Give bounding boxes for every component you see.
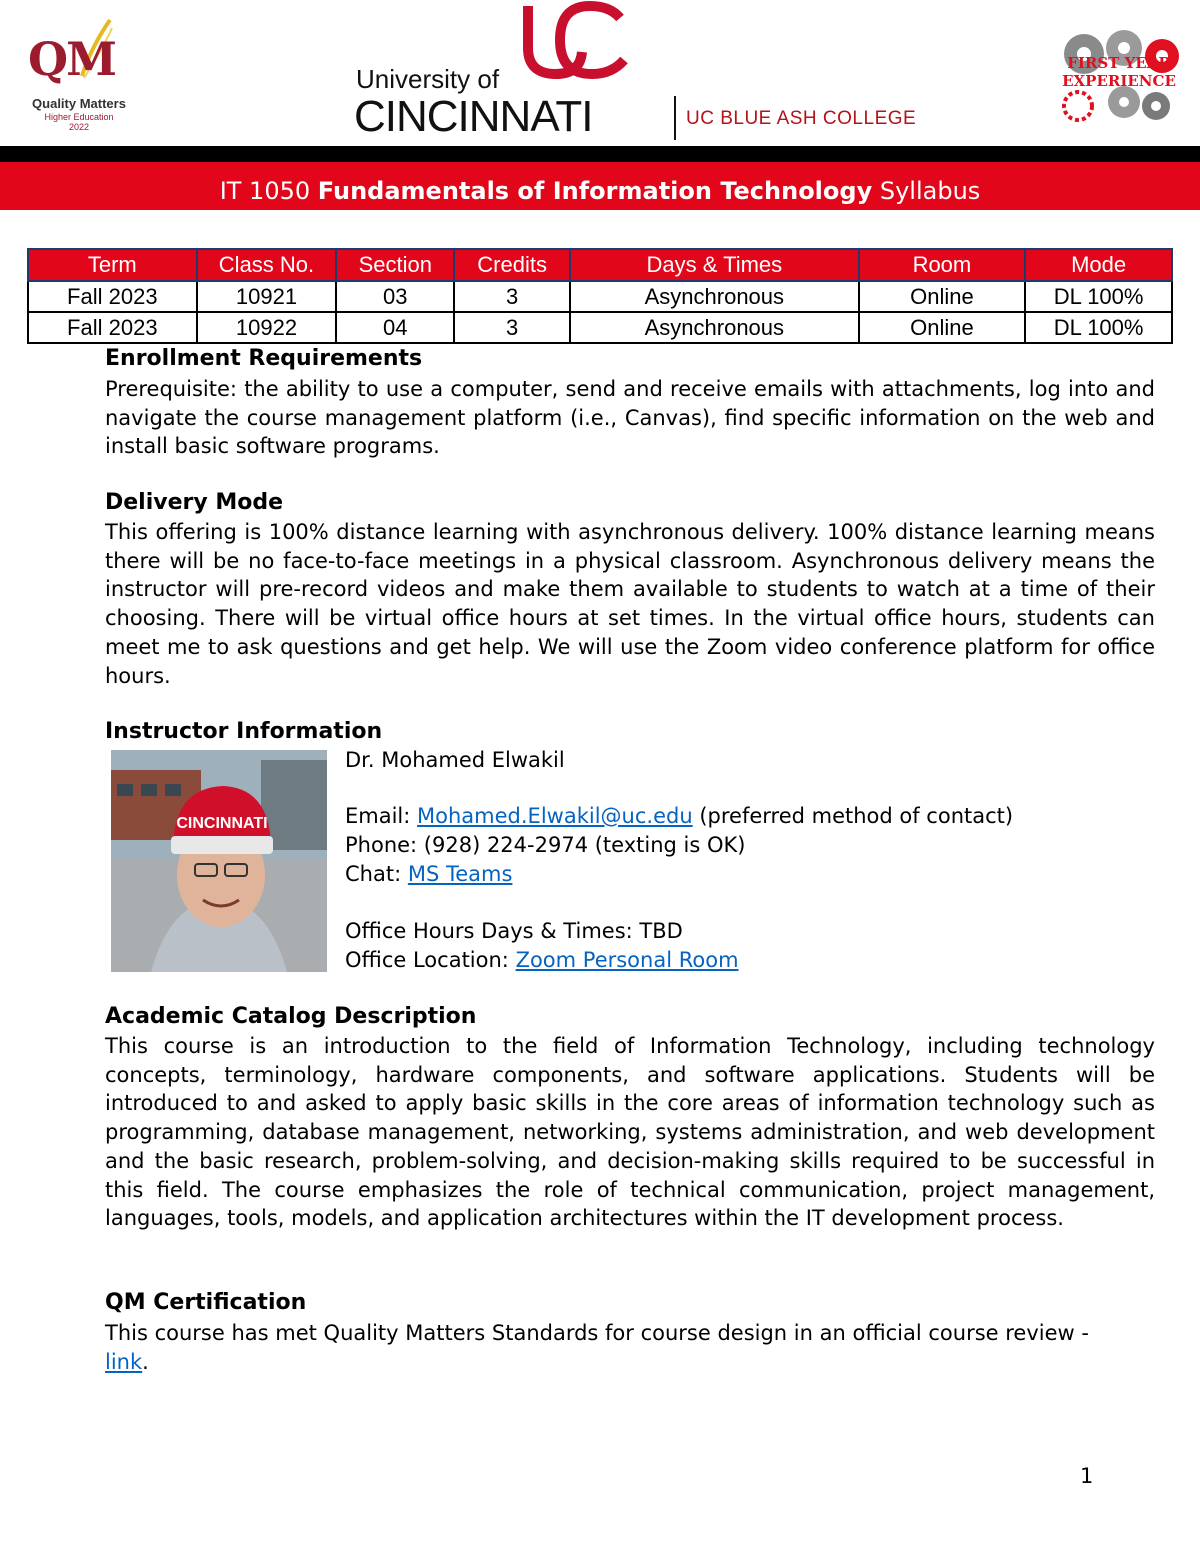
- instructor-phone: Phone: (928) 224-2974 (texting is OK): [345, 833, 746, 857]
- fye-line1: FIRST YEAR: [1067, 54, 1171, 72]
- qm-review-link[interactable]: link: [105, 1349, 143, 1374]
- catalog-text: This course is an introduction to the field of Information Technology, including technology concepts, terminology, hardware components, and software applications. Students will be introduced to and asked to apply basic skills in the core areas of information technology such as programming, database management, networking, systems administration, and web development and the basic research, problem-solving, and decision-making skills required to be successful in this field. The course emphasizes the role of technical communication, project management, languages, tools, models, and application architectures within the IT development process.: [105, 1034, 1155, 1231]
- header-room: Room: [859, 249, 1026, 281]
- cell-credits: 3: [454, 312, 570, 343]
- fye-text: [1054, 54, 1184, 90]
- uc-college: UC BLUE ASH COLLEGE: [686, 108, 917, 129]
- uc-divider: [674, 96, 676, 140]
- header-credits: Credits: [454, 249, 570, 281]
- instructor-photo-image: [111, 750, 327, 972]
- instructor-chat-line: [345, 862, 512, 886]
- first-year-experience-logo: [1054, 26, 1184, 130]
- header-mode: Mode: [1025, 249, 1172, 281]
- email-link[interactable]: Mohamed.Elwakil@uc.edu: [417, 804, 693, 828]
- instructor-name: Dr. Mohamed Elwakil: [345, 748, 565, 772]
- uc-mark-icon: [520, 0, 630, 80]
- delivery-text: This offering is 100% distance learning with asynchronous delivery. 100% distance learning means there will be no face-to-face meetings in a physical classroom. Asynchronous delivery means the instructor will pre-record videos and make them available to students to watch at a time of their choosing. There will be virtual office hours at set times. In the virtual office hours, students can meet me to ask questions and get help. We will use the Zoom video conference platform for office hours.: [105, 520, 1155, 688]
- cell-credits: 3: [454, 281, 570, 312]
- office-location-label: Office Location:: [345, 948, 509, 972]
- qm-subtitle-line1: Higher Education: [44, 112, 114, 122]
- qm-title: Quality Matters: [32, 96, 126, 111]
- email-note: (preferred method of contact): [699, 804, 1014, 828]
- table-row: [28, 312, 1172, 343]
- instructor-photo: [111, 750, 327, 972]
- cell-days-times: Asynchronous: [570, 312, 859, 343]
- cell-mode: DL 100%: [1025, 312, 1172, 343]
- zoom-room-link[interactable]: Zoom Personal Room: [515, 948, 739, 972]
- course-code: IT 1050: [219, 177, 311, 205]
- cell-class-no: 10922: [197, 312, 337, 343]
- hat-text: CINCINNATI: [176, 815, 268, 832]
- ms-teams-link[interactable]: MS Teams: [407, 862, 513, 886]
- qm-letters: QM: [28, 32, 115, 86]
- page-title: [0, 162, 1200, 210]
- chat-label: Chat:: [345, 862, 402, 886]
- office-location-line: [345, 948, 739, 972]
- cell-term: Fall 2023: [28, 312, 197, 343]
- header-days-times: Days & Times: [570, 249, 859, 281]
- uc-line2: CINCINNATI: [354, 92, 593, 141]
- uc-logo: [350, 0, 920, 148]
- title-suffix: Syllabus: [879, 177, 981, 205]
- cell-mode: DL 100%: [1025, 281, 1172, 312]
- header-section: Section: [336, 249, 454, 281]
- cell-section: 04: [336, 312, 454, 343]
- qm-subtitle-line2: 2022: [68, 122, 90, 132]
- cell-room: Online: [859, 281, 1026, 312]
- fye-line2: EXPERIENCE: [1062, 72, 1176, 90]
- qm-cert-body: This course has met Quality Matters Standards for course design in an official course review -: [105, 1321, 1089, 1345]
- cell-room: Online: [859, 312, 1026, 343]
- delivery-heading: Delivery Mode: [105, 490, 284, 515]
- enrollment-heading: Enrollment Requirements: [105, 346, 423, 371]
- page-number: 1: [1080, 1464, 1094, 1488]
- email-label: Email:: [345, 804, 411, 828]
- cell-days-times: Asynchronous: [570, 281, 859, 312]
- qm-subtitle: [24, 112, 134, 132]
- schedule-table: [27, 248, 1173, 344]
- course-name: Fundamentals of Information Technology: [317, 177, 873, 205]
- quality-matters-logo: [24, 12, 134, 137]
- header-black-band: [0, 146, 1200, 162]
- cell-class-no: 10921: [197, 281, 337, 312]
- uc-line1: University of: [356, 64, 500, 94]
- catalog-heading: Academic Catalog Description: [105, 1004, 477, 1029]
- qm-cert-heading: QM Certification: [105, 1290, 307, 1315]
- qm-cert-text: [105, 1319, 1105, 1376]
- cell-term: Fall 2023: [28, 281, 197, 312]
- enrollment-text: Prerequisite: the ability to use a computer, send and receive emails with attachments, log into and navigate the course management platform (i.e., Canvas), find specific information on the web and install basic software programs.: [105, 377, 1155, 459]
- header-term: Term: [28, 249, 197, 281]
- qm-cert-period: .: [142, 1349, 149, 1374]
- cell-section: 03: [336, 281, 454, 312]
- table-row: [28, 281, 1172, 312]
- instructor-email-line: [345, 804, 1013, 828]
- instructor-heading: Instructor Information: [105, 719, 383, 744]
- header-class-no: Class No.: [197, 249, 337, 281]
- table-header-row: [28, 249, 1172, 281]
- office-hours: Office Hours Days & Times: TBD: [345, 919, 683, 943]
